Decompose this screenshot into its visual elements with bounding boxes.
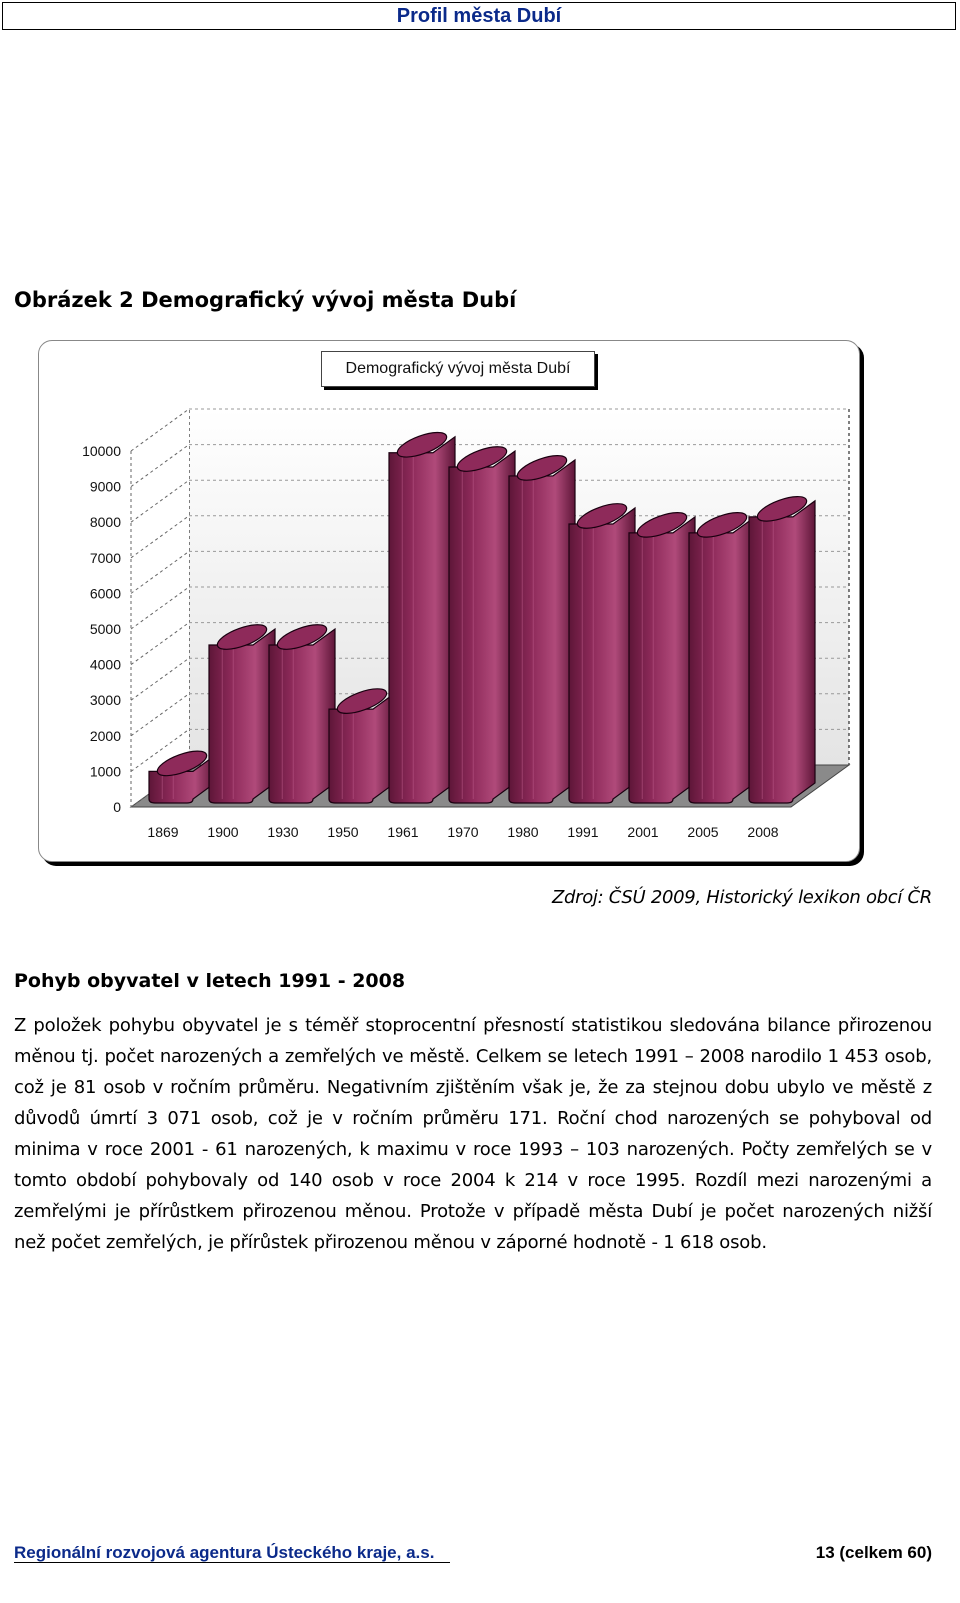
footer-agency: Regionální rozvojová agentura Ústeckého kraje, a.s. [14,1543,435,1562]
y-tick-label: 2000 [89,727,121,744]
page-header-title: Profil města Dubí [396,5,562,27]
page-header [2,2,956,30]
x-tick-label: 1930 [267,824,299,840]
y-tick-label: 4000 [89,656,121,673]
y-tick-label: 0 [113,799,121,815]
x-tick-label: 1970 [447,824,479,840]
y-tick-label: 6000 [89,585,121,602]
chart-frame [38,340,860,862]
bar [209,620,275,803]
source-note: Zdroj: ČSÚ 2009, Historický lexikon obcí ČR [551,887,932,908]
chart-title: Demografický vývoj města Dubí [321,351,595,387]
x-tick-label: 1961 [387,824,419,840]
bar [569,499,635,803]
bar [629,508,695,803]
bar-body [689,517,755,803]
y-tick-label: 5000 [89,621,121,637]
x-tick-label: 2001 [627,824,659,840]
y-tick-label: 7000 [89,549,121,566]
bar-body [569,508,635,803]
bar [509,451,575,803]
x-tick-label: 1950 [327,824,359,840]
bar [689,508,755,803]
footer-page-number: 13 (celkem 60) [815,1543,932,1562]
bar [389,427,455,803]
bar [749,492,815,803]
x-tick-label: 2005 [687,824,719,840]
x-tick-label: 1991 [567,824,599,840]
y-tick-label: 8000 [89,514,121,531]
x-tick-label: 1900 [207,824,239,840]
figure-caption: Obrázek 2 Demografický vývoj města Dubí [14,288,517,312]
bar-body [389,437,455,803]
section-text: Z položek pohybu obyvatel je s téměř stoprocentní přesností statistikou sledována bilance přirozenou měnou tj. počet narozených a zemřelých ve městě. Celkem se letech 1991 – 2008 narodilo 1 453 osob, což je 81 osob v ročním průměru. Negativním zjištěním však je, že za stejnou dobu ubylo ve městě z důvodů úmrtí 3 071 osob, což je v ročním průměru 171. Roční chod narozených se pohyboval od minima v roce 2001 - 61 narozených, k maximu v roce 1993 – 103 narozených. Počty zemřelých se v tomto období pohybovaly od 140 osob v roce 2004 k 214 v roce 1995. Rozdíl mezi narozenými a zemřelými je přírůstkem přirozenou měnou. Protože v případě města Dubí je počet narozených nižší než počet zemřelých, je přírůstek přirozenou měnou v záporné hodnotě - 1 618 osob. [14,1015,932,1253]
y-tick-label: 1000 [89,763,121,780]
x-tick-label: 2008 [747,824,779,840]
bar-chart [39,341,859,861]
section-heading: Pohyb obyvatel v letech 1991 - 2008 [14,970,406,992]
y-tick-label: 9000 [89,478,121,495]
bar-body [629,517,695,803]
bar-body [449,451,515,803]
bar [269,620,335,803]
y-tick-label: 3000 [89,692,121,709]
side-wall [131,409,189,807]
x-tick-label: 1980 [507,824,539,840]
bar-body [749,501,815,803]
y-tick-label: 10000 [82,443,121,459]
bar [449,442,515,803]
x-tick-label: 1869 [147,824,179,840]
bar-body [209,629,275,803]
bar-body [509,460,575,803]
bar-body [269,629,335,803]
